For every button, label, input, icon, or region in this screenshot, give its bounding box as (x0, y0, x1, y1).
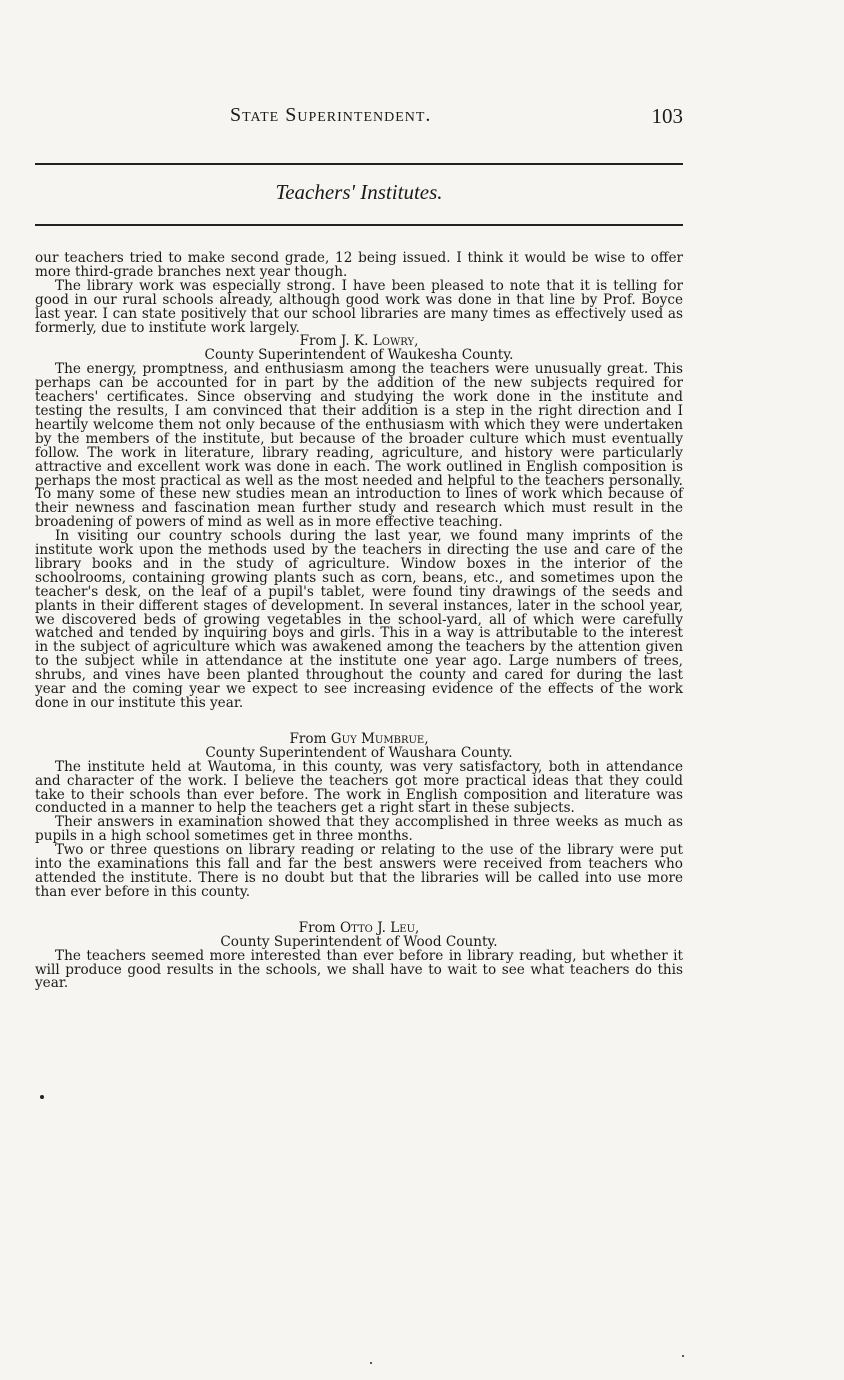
report-paragraph: Two or three questions on library reading or relating to the use of the library were put into the examinations this fall and far the best answers were received from teachers who attended the institute. There is no doubt but that the libraries will be called into use more than ever before in this county. (35, 842, 683, 900)
report-author: Guy Mumbrue, (330, 730, 429, 747)
section-rule (35, 224, 683, 226)
page-number: 103 (651, 104, 683, 128)
from-prefix: From (299, 333, 337, 350)
report-office: County Superintendent of Waukesha County. (204, 347, 514, 364)
report-author: Otto J. Leu, (340, 919, 420, 936)
page-body (35, 252, 683, 991)
report-office: County Superintendent of Waushara County. (205, 744, 513, 761)
running-title: State Superintendent. (230, 104, 432, 126)
report-paragraph: The teachers seemed more interested than ever before in library reading, but whether it will produce good results in the schools, we shall have to wait to see what teachers do this year. (35, 947, 683, 992)
running-head (35, 104, 683, 134)
report-office: County Superintendent of Wood County. (220, 933, 498, 950)
ink-speck (682, 1355, 684, 1357)
report-paragraph: In visiting our country schools during the last year, we found many imprints of the institute work upon the methods used by the teachers in directing the use and care of the library books and in the study of agriculture. Window boxes in the interior of the schoolrooms, containing growing plants such as corn, beans, etc., and sometimes upon the teacher's desk, on the leaf of a pupil's tablet, were found tiny drawings of the seeds and plants in their different stages of development. In several instances, later in the school year, we discovered beds of growing vegetables in the school-yard, all of which were carefully watched and tended by inquiring boys and girls. This in a way is attributable to the interest in the subject of agriculture which was awakened among the teachers by the attention given to the subject while in attendance at the institute one year ago. Large numbers of trees, shrubs, and vines have been planted throughout the county and cared for during the last year and the coming year we expect to see increasing evidence of the effects of the work done in our institute this year. (35, 528, 683, 711)
ink-speck (40, 1095, 44, 1099)
report-paragraph: The energy, promptness, and enthusiasm among the teachers were unusually great. This perhaps can be accounted for in part by the addition of the new subjects required for teachers' certificates. Since observing and studying the work done in the institute and testing the results, I am convinced that their addition is a step in the right direction and I heartily welcome them not only because of the enthusiasm with which they were undertaken by the members of the institute, but because of the broader culture which must eventually follow. The work in literature, library reading, agriculture, and history were particularly attractive and excellent work was done in each. The work outlined in English composition is perhaps the most practical as well as the most needed and helpful to the teachers personally. To many some of these new studies mean an introduction to lines of work which because of their newness and fascination mean further study and research which must result in the broadening of powers of mind as well as in more effective teaching. (35, 361, 683, 531)
from-prefix: From (289, 730, 327, 747)
ink-speck (370, 1362, 372, 1364)
report-author: J. K. Lowry, (340, 333, 419, 350)
top-rule (35, 163, 683, 165)
section-title: Teachers' Institutes. (275, 180, 443, 204)
from-prefix: From (298, 919, 336, 936)
report-paragraph: Their answers in examination showed that they accomplished in three weeks as much as pupils in a high school sometimes get in three months. (35, 814, 683, 845)
intro-paragraph: The library work was especially strong. I have been pleased to note that it is telling for good in our rural schools already, although good work was done in that line by Prof. Boyce last year. I can state positively that our school libraries are many times as effectively used as formerly, due to institute work largely. (35, 277, 683, 336)
report-paragraph: The institute held at Wautoma, in this county, was very satisfactory, both in attendance and character of the work. I believe the teachers got more practical ideas that they could take to their schools than ever before. The work in English composition and literature was conducted in a manner to help the teachers get a right start in these subjects. (35, 758, 683, 817)
intro-paragraph: our teachers tried to make second grade, 12 being issued. I think it would be wise to offer more third-grade branches next year though. (35, 250, 683, 280)
